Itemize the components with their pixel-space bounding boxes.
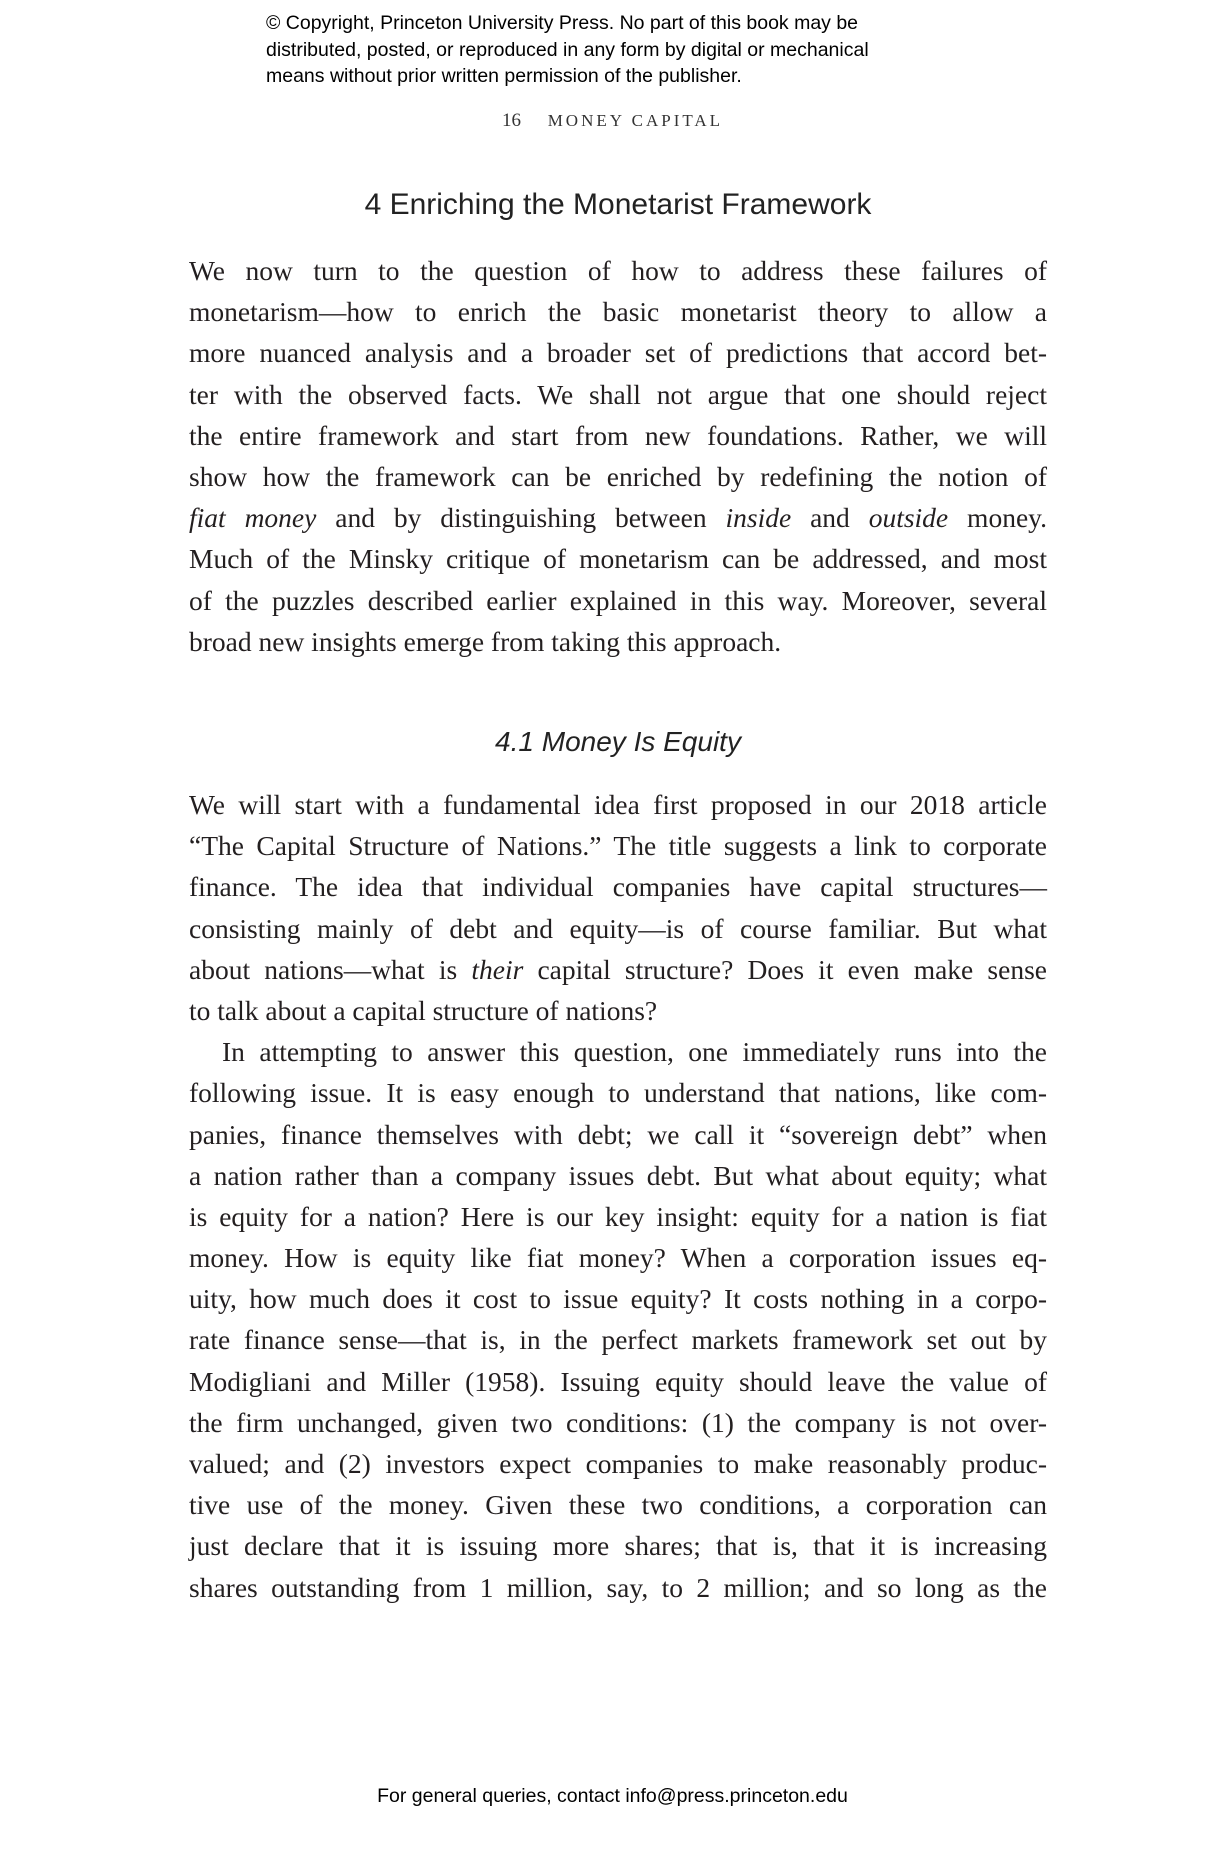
- text-line: [189, 908, 1047, 949]
- text-span: more nuanced analysis and a broader set of predictions that accord bet-: [189, 337, 1047, 369]
- text-span: In attempting to answer this question, one immediately runs into the: [222, 1036, 1047, 1068]
- text-span: to talk about a capital structure of nations?: [189, 994, 658, 1026]
- text-line: [189, 374, 1047, 415]
- copyright-line: © Copyright, Princeton University Press. No part of this book may be: [266, 12, 859, 34]
- text-span: Modigliani and Miller (1958). Issuing equity should leave the value of: [189, 1365, 1047, 1397]
- text-span: tive use of the money. Given these two conditions, a corporation can: [189, 1489, 1047, 1521]
- page-number: 16: [501, 110, 521, 131]
- text-line: [189, 784, 1047, 825]
- text-line: [189, 497, 1047, 538]
- text-line: [189, 1072, 1047, 1113]
- text-span: of the puzzles described earlier explained in this way. Moreover, several: [189, 584, 1047, 616]
- text-line: [189, 1567, 1047, 1608]
- text-line: [189, 1031, 1047, 1072]
- text-line: [189, 415, 1047, 456]
- text-line: [189, 1525, 1047, 1566]
- text-line: [189, 1196, 1047, 1237]
- text-span: finance. The idea that individual companies have capital structures—: [189, 871, 1047, 903]
- text-span: shares outstanding from 1 million, say, to 2 million; and so long as the: [189, 1571, 1047, 1603]
- text-line: [189, 825, 1047, 866]
- copyright-notice: [266, 10, 869, 90]
- text-line: [189, 1402, 1047, 1443]
- text-line: [189, 1443, 1047, 1484]
- italic-text: fiat money: [189, 502, 317, 534]
- text-span: show how the framework can be enriched by redefining the notion of: [189, 460, 1047, 492]
- text-span: ter with the observed facts. We shall not argue that one should reject: [189, 378, 1047, 410]
- text-line: [189, 291, 1047, 332]
- text-span: consisting mainly of debt and equity—is of course familiar. But what: [189, 912, 1047, 944]
- text-span: a nation rather than a company issues debt. But what about equity; what: [189, 1159, 1047, 1191]
- text-span: and by distinguishing between: [316, 502, 726, 534]
- text-line: [189, 1319, 1047, 1360]
- text-span: just declare that it is issuing more shares; that is, that it is increasing: [189, 1530, 1047, 1562]
- text-span: We will start with a fundamental idea first proposed in our 2018 article: [189, 789, 1047, 820]
- subsection-heading: 4.1 Money Is Equity: [495, 726, 741, 757]
- text-line: [189, 1237, 1047, 1278]
- text-line: [189, 621, 1047, 662]
- copyright-line: distributed, posted, or reproduced in any form by digital or mechanical: [266, 38, 869, 61]
- running-head: [0, 110, 1225, 132]
- text-span: We now turn to the question of how to address these failures of: [189, 255, 1047, 286]
- paragraph: [189, 250, 1047, 662]
- text-span: following issue. It is easy enough to understand that nations, like com-: [189, 1077, 1047, 1109]
- text-span: broad new insights emerge from taking this approach.: [189, 625, 782, 657]
- text-span: valued; and (2) investors expect companies to make reasonably produc-: [189, 1448, 1047, 1479]
- text-line: [189, 456, 1047, 497]
- text-line: [189, 990, 1047, 1031]
- text-line: [189, 332, 1047, 373]
- text-line: [189, 1361, 1047, 1402]
- paragraph: [189, 1031, 1047, 1608]
- section-body: [189, 250, 1047, 662]
- text-line: [189, 1484, 1047, 1525]
- text-span: is equity for a nation? Here is our key insight: equity for a nation is fiat: [189, 1200, 1047, 1232]
- text-span: money. How is equity like fiat money? When a corporation issues eq-: [189, 1242, 1047, 1274]
- running-head-title: MONEY CAPITAL: [547, 111, 724, 130]
- text-span: the firm unchanged, given two conditions: (1) the company is not over-: [189, 1406, 1047, 1438]
- italic-text: inside: [725, 502, 792, 534]
- section-heading: 4 Enriching the Monetarist Framework: [364, 188, 872, 221]
- italic-text: outside: [868, 502, 949, 534]
- text-line: [189, 1278, 1047, 1319]
- text-span: Much of the Minsky critique of monetarism can be addressed, and most: [189, 543, 1047, 575]
- text-span: capital structure? Does it even make sense: [523, 953, 1047, 985]
- text-line: [189, 250, 1047, 291]
- text-span: money.: [948, 502, 1047, 534]
- text-line: [189, 949, 1047, 990]
- text-span: panies, finance themselves with debt; we call it “sovereign debt” when: [189, 1118, 1047, 1150]
- text-span: monetarism—how to enrich the basic monetarist theory to allow a: [189, 296, 1047, 328]
- text-line: [189, 538, 1047, 579]
- copyright-line: means without prior written permission of the publisher.: [266, 65, 742, 87]
- text-line: [189, 1155, 1047, 1196]
- text-line: [189, 580, 1047, 621]
- text-span: uity, how much does it cost to issue equity? It costs nothing in a corpo-: [189, 1283, 1047, 1315]
- text-span: about nations—what is: [189, 953, 472, 985]
- text-span: “The Capital Structure of Nations.” The title suggests a link to corporate: [189, 830, 1047, 862]
- text-line: [189, 866, 1047, 907]
- footer-contact: For general queries, contact info@press.princeton.edu: [377, 1785, 848, 1807]
- text-span: and: [791, 502, 869, 534]
- italic-text: their: [471, 953, 524, 985]
- text-line: [189, 1114, 1047, 1155]
- text-span: the entire framework and start from new foundations. Rather, we will: [189, 419, 1047, 451]
- text-span: rate finance sense—that is, in the perfect markets framework set out by: [189, 1324, 1047, 1356]
- subsection-body: [189, 784, 1047, 1608]
- paragraph: [189, 784, 1047, 1031]
